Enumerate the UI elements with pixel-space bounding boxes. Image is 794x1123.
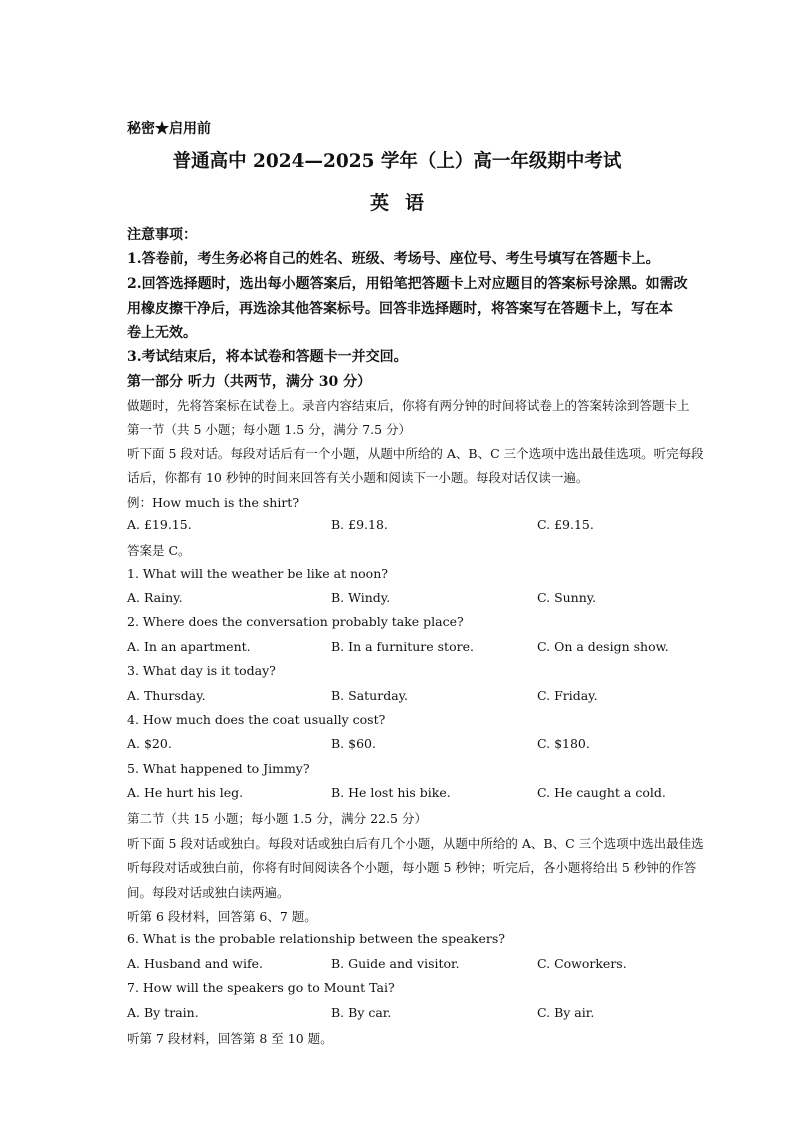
notice-item-1: 1.答卷前，考生务必将自己的姓名、班级、考场号、座位号、考生号填写在答题卡上。 [127,251,660,267]
example-option-a: A. £19.15. [127,517,192,532]
question-6: 6. What is the probable relationship between the speakers? [127,931,505,946]
q6-option-a: A. Husband and wife. [127,956,263,971]
section2-intro-line-2: 听每段对话或独白前，你将有时间阅读各个小题，每小题 5 秒钟；听完后，各小题将给出 5 秒钟的作答 [127,860,697,875]
notice-item-2-line-2: 用橡皮擦干净后，再选涂其他答案标号。回答非选择题时，将答案写在答题卡上，写在本 [127,301,673,317]
question-5: 5. What happened to Jimmy? [127,761,310,776]
question-1: 1. What will the weather be like at noon? [127,566,388,581]
q4-option-c: C. $180. [537,736,590,751]
q7-option-c: C. By air. [537,1005,595,1020]
part1-intro: 做题时，先将答案标在试卷上。录音内容结束后，你将有两分钟的时间将试卷上的答案转涂到答题卡上 [127,398,690,413]
question-7: 7. How will the speakers go to Mount Tai? [127,980,395,995]
q7-option-a: A. By train. [127,1005,199,1020]
part1-heading: 第一部分 听力（共两节，满分 30 分） [127,374,372,390]
section2-heading: 第二节（共 15 小题；每小题 1.5 分，满分 22.5 分） [127,811,427,826]
q2-option-a: A. In an apartment. [127,639,251,654]
q2-option-b: B. In a furniture store. [331,639,474,654]
q6-option-c: C. Coworkers. [537,956,627,971]
q7-option-b: B. By car. [331,1005,392,1020]
q5-option-b: B. He lost his bike. [331,785,451,800]
q5-option-a: A. He hurt his leg. [127,785,244,800]
material-6-instruction: 听第 6 段材料，回答第 6、7 题。 [127,909,317,924]
example-option-c: C. £9.15. [537,517,594,532]
q3-option-c: C. Friday. [537,688,598,703]
q5-option-c: C. He caught a cold. [537,785,666,800]
q4-option-b: B. $60. [331,736,376,751]
q1-option-a: A. Rainy. [127,590,183,605]
example-option-b: B. £9.18. [331,517,388,532]
q4-option-a: A. $20. [127,736,172,751]
example-answer: 答案是 C。 [127,543,191,558]
subject-title: 英语 [369,192,440,214]
q1-option-b: B. Windy. [331,590,391,605]
section2-intro-line-1: 听下面 5 段对话或独白。每段对话或独白后有几个小题，从题中所给的 A、B、C 三个选项中选出最佳选 [127,836,704,851]
confidential-mark: 秘密★启用前 [127,121,211,137]
exam-title: 普通高中 2024—2025 学年（上）高一年级期中考试 [172,151,622,172]
material-7-instruction: 听第 7 段材料，回答第 8 至 10 题。 [127,1031,333,1046]
section1-heading: 第一节（共 5 小题；每小题 1.5 分，满分 7.5 分） [127,422,412,437]
notice-item-3: 3.考试结束后，将本试卷和答题卡一并交回。 [127,349,408,365]
q6-option-b: B. Guide and visitor. [331,956,460,971]
q3-option-b: B. Saturday. [331,688,409,703]
q3-option-a: A. Thursday. [127,688,206,703]
section2-intro-line-3: 间。每段对话或独白读两遍。 [127,885,290,900]
notice-item-2-line-3: 卷上无效。 [127,325,197,341]
notice-heading: 注意事项： [127,227,197,243]
notice-item-2-line-1: 2.回答选择题时，选出每小题答案后，用铅笔把答题卡上对应题目的答案标号涂黑。如需改 [127,276,688,292]
example-question: 例：How much is the shirt? [127,495,300,510]
section1-intro-line-2: 话后，你都有 10 秒钟的时间来回答有关小题和阅读下一小题。每段对话仅读一遍。 [127,470,589,485]
q1-option-c: C. Sunny. [537,590,597,605]
question-2: 2. Where does the conversation probably take place? [127,614,464,629]
q2-option-c: C. On a design show. [537,639,669,654]
section1-intro-line-1: 听下面 5 段对话。每段对话后有一个小题，从题中所给的 A、B、C 三个选项中选出最佳选项。听完每段 [127,446,704,461]
question-4: 4. How much does the coat usually cost? [127,712,386,727]
question-3: 3. What day is it today? [127,663,276,678]
